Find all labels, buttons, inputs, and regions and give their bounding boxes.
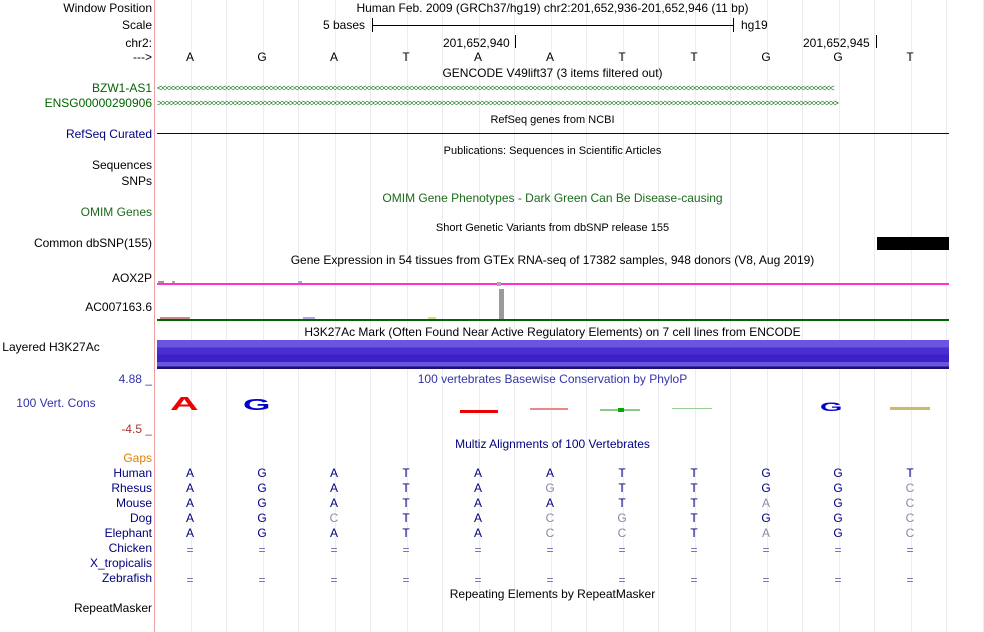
- species-label[interactable]: Zebrafish: [101, 571, 152, 585]
- aligned-base: A: [545, 466, 554, 480]
- aligned-base: T: [690, 511, 698, 525]
- aligned-base: G: [617, 511, 627, 525]
- aligned-base: G: [833, 526, 843, 540]
- alignment-gap-marker: =: [906, 573, 914, 587]
- aligned-base: T: [402, 481, 410, 495]
- aligned-base: A: [329, 496, 338, 510]
- aligned-base: G: [833, 466, 843, 480]
- grid-line: [370, 0, 371, 632]
- conservation-label[interactable]: 100 Vert. Cons: [16, 396, 96, 410]
- alignment-gap-marker: =: [258, 543, 266, 557]
- aligned-base: A: [473, 511, 482, 525]
- aligned-base: G: [545, 481, 555, 495]
- aligned-base: T: [618, 496, 626, 510]
- scale-assembly: hg19: [741, 18, 768, 32]
- grid-line: [226, 0, 227, 632]
- h3k27ac-label[interactable]: Layered H3K27Ac: [2, 340, 100, 354]
- gene-label-bzw1-as1[interactable]: BZW1-AS1: [91, 81, 152, 95]
- aligned-base: T: [402, 526, 410, 540]
- aligned-base: T: [906, 466, 914, 480]
- gtex-title[interactable]: Gene Expression in 54 tissues from GTEx RNA-seq of 17382 samples, 948 donors (V8, Aug 2019): [290, 253, 815, 267]
- conservation-logo-small: [618, 408, 624, 412]
- conservation-min: -4.5 _: [121, 422, 152, 436]
- dbsnp-label[interactable]: Common dbSNP(155): [33, 236, 152, 250]
- omim-title[interactable]: OMIM Gene Phenotypes - Dark Green Can Be Disease-causing: [382, 191, 723, 205]
- grid-line: [442, 0, 443, 632]
- gene-track-ensg00000290906[interactable]: >>>>>>>>>>>>>>>>>>>>>>>>>>>>>>>>>>>>>>>>>>>>>>>>>>>>>>>>>>>>>>>>>>>>>>>>>>>>>>>>>>>>>>>>>>>>>>>>>>>>>>>>>>>>>>>>>>>>>>>>>>>>>>>>>>>>>>>>>>>>>>>>>>>>>>>>>>>>>>>>: [157, 98, 838, 108]
- species-label[interactable]: Dog: [129, 511, 152, 525]
- grid-line: [298, 0, 299, 632]
- alignment-gap-marker: =: [474, 543, 482, 557]
- aligned-base: A: [473, 481, 482, 495]
- aligned-base: G: [257, 496, 267, 510]
- conservation-logo-small: [530, 408, 568, 410]
- conservation-max: 4.88 _: [118, 372, 152, 386]
- aligned-base: C: [905, 496, 915, 510]
- aligned-base: A: [545, 496, 554, 510]
- refseq-gene-line[interactable]: [157, 133, 949, 134]
- aligned-base: A: [185, 496, 194, 510]
- alignment-gap-marker: =: [402, 543, 410, 557]
- alignment-gap-marker: =: [690, 573, 698, 587]
- publications-snps-label[interactable]: SNPs: [121, 174, 152, 188]
- alignment-gap-marker: =: [618, 543, 626, 557]
- alignment-gap-marker: =: [186, 543, 194, 557]
- alignment-gap-marker: =: [690, 543, 698, 557]
- gtex-aox2p-mark: [158, 281, 164, 283]
- species-label[interactable]: Mouse: [115, 496, 152, 510]
- reference-base: A: [185, 50, 194, 64]
- ruler-tick-2: [876, 35, 877, 48]
- label-separator: [154, 0, 155, 632]
- conservation-title[interactable]: 100 vertebrates Basewise Conservation by PhyloP: [417, 372, 688, 386]
- grid-line: [586, 0, 587, 632]
- species-label[interactable]: Human: [113, 466, 152, 480]
- aligned-base: A: [473, 526, 482, 540]
- alignment-gap-marker: =: [762, 543, 770, 557]
- aligned-base: C: [329, 511, 339, 525]
- aligned-base: T: [690, 466, 698, 480]
- repeatmasker-title[interactable]: Repeating Elements by RepeatMasker: [449, 587, 656, 601]
- gtex-aox2p-mark: [298, 281, 302, 283]
- aligned-base: C: [545, 526, 555, 540]
- ruler-tick-label-2: 201,652,945: [803, 36, 870, 50]
- aligned-base: G: [761, 481, 771, 495]
- multiz-gaps-label: Gaps: [123, 451, 152, 465]
- aligned-base: T: [690, 526, 698, 540]
- multiz-title[interactable]: Multiz Alignments of 100 Vertebrates: [455, 437, 650, 451]
- alignment-gap-marker: =: [762, 573, 770, 587]
- conservation-logo-small: [672, 408, 712, 409]
- grid-line: [802, 0, 803, 632]
- scale-bar-left-tick: [372, 18, 373, 32]
- aligned-base: A: [761, 526, 770, 540]
- refseq-title[interactable]: RefSeq genes from NCBI: [490, 114, 615, 126]
- gtex-label-aox2p[interactable]: AOX2P: [111, 271, 152, 285]
- species-label[interactable]: Elephant: [104, 526, 152, 540]
- aligned-base: C: [905, 511, 915, 525]
- aligned-base: A: [473, 496, 482, 510]
- reference-base: T: [618, 50, 626, 64]
- reference-base: T: [402, 50, 410, 64]
- alignment-gap-marker: =: [186, 573, 194, 587]
- alignment-gap-marker: =: [834, 573, 842, 587]
- aligned-base: G: [257, 511, 267, 525]
- conservation-logo-g: G: [243, 397, 271, 414]
- grid-line: [946, 0, 947, 632]
- strand-direction-label: --->: [133, 50, 152, 64]
- aligned-base: T: [402, 466, 410, 480]
- aligned-base: T: [402, 496, 410, 510]
- scale-label: Scale: [121, 18, 152, 32]
- conservation-logo-small: [890, 407, 930, 410]
- aligned-base: T: [690, 496, 698, 510]
- aligned-base: T: [690, 481, 698, 495]
- aligned-base: A: [329, 481, 338, 495]
- conservation-logo-a-small: [460, 410, 498, 413]
- grid-line: [874, 0, 875, 632]
- gtex-ac007163-line[interactable]: [157, 319, 949, 321]
- species-label[interactable]: Chicken: [108, 541, 152, 555]
- chrom-label: chr2:: [125, 36, 152, 50]
- gene-track-bzw1-as1[interactable]: <<<<<<<<<<<<<<<<<<<<<<<<<<<<<<<<<<<<<<<<<<<<<<<<<<<<<<<<<<<<<<<<<<<<<<<<<<<<<<<<<<<<<<<<<<<<<<<<<<<<<<<<<<<<<<<<<<<<<<<<<<<<<<<<<<<<<<<<<<<<<<<<<<<<<<<<<<<<<<<: [157, 83, 834, 93]
- reference-base: A: [545, 50, 554, 64]
- gencode-title[interactable]: GENCODE V49lift37 (3 items filtered out): [442, 66, 663, 80]
- gtex-aox2p-mark: [172, 281, 175, 283]
- repeatmasker-label[interactable]: RepeatMasker: [73, 601, 152, 615]
- grid-line: [514, 0, 515, 632]
- gene-label-ensg00000290906[interactable]: ENSG00000290906: [44, 96, 152, 110]
- alignment-gap-marker: =: [906, 543, 914, 557]
- gtex-aox2p-line[interactable]: [157, 283, 949, 285]
- conservation-logo-g-small: G: [820, 400, 843, 414]
- dbsnp-variant-block[interactable]: [877, 237, 949, 250]
- ruler-tick-1: [515, 35, 516, 48]
- publications-title[interactable]: Publications: Sequences in Scientific Articles: [443, 145, 662, 157]
- alignment-gap-marker: =: [546, 543, 554, 557]
- aligned-base: C: [545, 511, 555, 525]
- aligned-base: T: [618, 466, 626, 480]
- aligned-base: C: [617, 526, 627, 540]
- reference-base: G: [257, 50, 267, 64]
- reference-base: A: [473, 50, 482, 64]
- alignment-gap-marker: =: [330, 573, 338, 587]
- gtex-expression-bar[interactable]: [499, 289, 504, 319]
- grid-line: [730, 0, 731, 632]
- scale-bar: [372, 25, 734, 26]
- alignment-gap-marker: =: [474, 573, 482, 587]
- aligned-base: G: [833, 511, 843, 525]
- aligned-base: C: [905, 526, 915, 540]
- gtex-label-ac007163-6[interactable]: AC007163.6: [85, 300, 152, 314]
- aligned-base: G: [833, 496, 843, 510]
- refseq-label[interactable]: RefSeq Curated: [65, 127, 152, 141]
- aligned-base: A: [185, 481, 194, 495]
- grid-line: [658, 0, 659, 632]
- aligned-base: A: [473, 466, 482, 480]
- aligned-base: A: [185, 526, 194, 540]
- publications-sequences-label[interactable]: Sequences: [91, 158, 152, 172]
- aligned-base: G: [257, 466, 267, 480]
- alignment-gap-marker: =: [258, 573, 266, 587]
- gtex-expression-mark: [497, 282, 501, 286]
- aligned-base: T: [402, 511, 410, 525]
- conservation-logo-a: A: [170, 394, 199, 414]
- dbsnp-title[interactable]: Short Genetic Variants from dbSNP release 155: [435, 222, 670, 234]
- aligned-base: G: [257, 526, 267, 540]
- h3k27ac-signal[interactable]: [157, 340, 949, 369]
- alignment-gap-marker: =: [330, 543, 338, 557]
- aligned-base: A: [761, 496, 770, 510]
- aligned-base: A: [185, 466, 194, 480]
- reference-base: G: [761, 50, 771, 64]
- aligned-base: A: [329, 526, 338, 540]
- aligned-base: C: [905, 481, 915, 495]
- species-label[interactable]: X_tropicalis: [89, 556, 152, 570]
- aligned-base: G: [833, 481, 843, 495]
- aligned-base: A: [185, 511, 194, 525]
- gtex-ac007163-mark: [303, 317, 315, 319]
- reference-base: A: [329, 50, 338, 64]
- reference-base: T: [906, 50, 914, 64]
- aligned-base: T: [618, 481, 626, 495]
- reference-base: T: [690, 50, 698, 64]
- gtex-ac007163-mark: [160, 317, 190, 319]
- species-label[interactable]: Rhesus: [111, 481, 152, 495]
- aligned-base: G: [257, 481, 267, 495]
- gtex-ac007163-mark: [428, 317, 436, 319]
- alignment-gap-marker: =: [402, 573, 410, 587]
- ruler-tick-label-1: 201,652,940: [443, 36, 510, 50]
- alignment-gap-marker: =: [618, 573, 626, 587]
- window-position-label: Window Position: [63, 1, 152, 15]
- omim-label[interactable]: OMIM Genes: [80, 205, 152, 219]
- aligned-base: G: [761, 466, 771, 480]
- h3k27ac-title[interactable]: H3K27Ac Mark (Often Found Near Active Regulatory Elements) on 7 cell lines from ENCODE: [304, 325, 801, 339]
- alignment-gap-marker: =: [834, 543, 842, 557]
- aligned-base: G: [761, 511, 771, 525]
- position-header[interactable]: Human Feb. 2009 (GRCh37/hg19) chr2:201,652,936-201,652,946 (11 bp): [356, 1, 749, 15]
- alignment-gap-marker: =: [546, 573, 554, 587]
- aligned-base: A: [329, 466, 338, 480]
- scale-bar-right-tick: [733, 18, 734, 32]
- scale-bases-text: 5 bases: [323, 18, 366, 32]
- reference-base: G: [833, 50, 843, 64]
